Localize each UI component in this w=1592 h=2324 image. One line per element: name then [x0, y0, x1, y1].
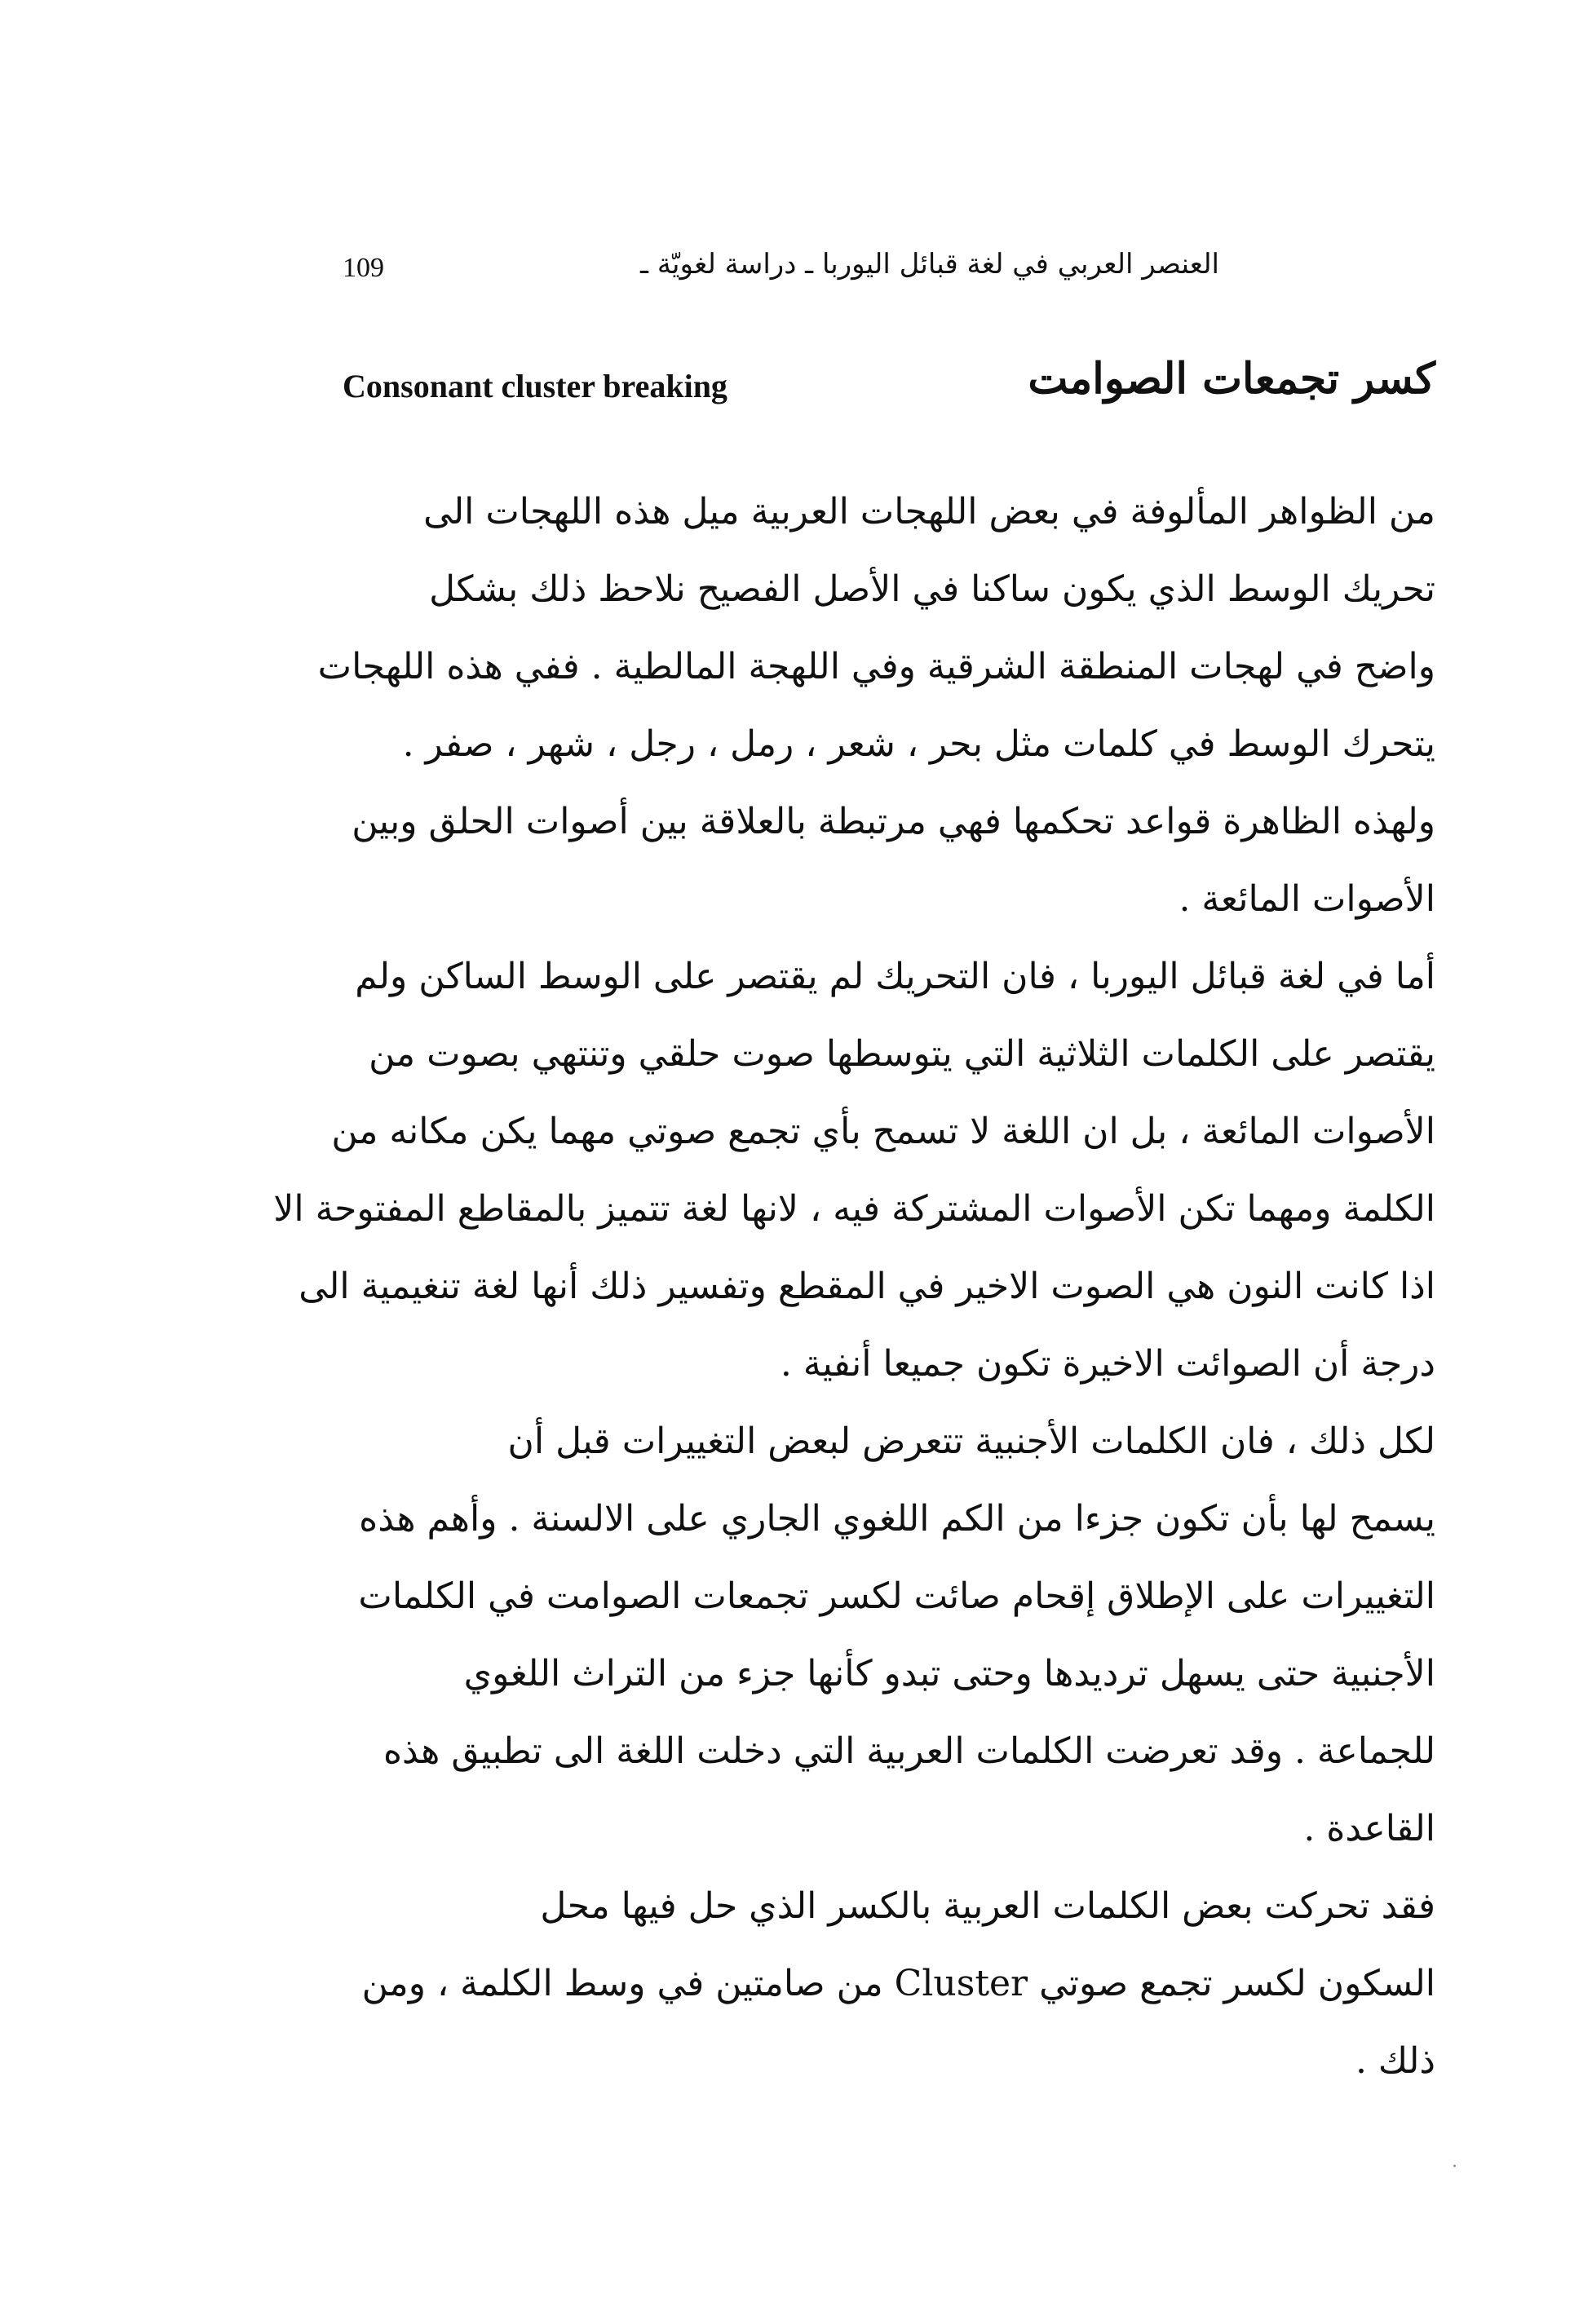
paragraph-line: الأصوات المائعة ، بل ان اللغة لا تسمح بأي تجمع صوتي مهما يكن مكانه من	[331, 1111, 1435, 1152]
paragraph-line: تحريك الوسط الذي يكون ساكنا في الأصل الفصيح نلاحظ ذلك بشكل	[429, 568, 1435, 610]
paragraph-line: من الظواهر المألوفة في بعض اللهجات العربية ميل هذه اللهجات الى	[423, 491, 1435, 532]
paragraph-line: واضح في لهجات المنطقة الشرقية وفي اللهجة المالطية . ففي هذه اللهجات	[317, 646, 1435, 687]
paragraph-1	[317, 473, 1435, 938]
paragraph-line: يتحرك الوسط في كلمات مثل بحر ، شعر ، رمل ، رجل ، شهر ، صفر .	[402, 723, 1435, 765]
paragraph-line: اذا كانت النون هي الصوت الاخير في المقطع وتفسير ذلك أنها لغة تنغيمية الى	[298, 1266, 1435, 1307]
paragraph-line: الكلمة ومهما تكن الأصوات المشتركة فيه ، لانها لغة تتميز بالمقاطع المفتوحة الا	[273, 1188, 1435, 1230]
paragraph-3	[351, 1403, 1435, 1867]
paragraph-line: التغييرات على الإطلاق إقحام صائت لكسر تجمعات الصوامت في الكلمات	[358, 1575, 1435, 1617]
running-header	[343, 245, 1219, 302]
paragraph-line: القاعدة .	[1303, 1808, 1435, 1849]
paragraph-line: الأجنبية حتى يسهل ترديدها وحتى تبدو كأنها جزء من التراث اللغوي	[463, 1653, 1435, 1694]
paragraph-line: السكون لكسر تجمع صوتي Cluster من صامتين في وسط الكلمة ، ومن	[361, 1963, 1435, 2004]
paragraph-line: فقد تحركت بعض الكلمات العربية بالكسر الذي حل فيها محل	[540, 1885, 1435, 1927]
paragraph-2	[273, 938, 1435, 1403]
paragraph-line: الأصوات المائعة .	[1179, 878, 1435, 920]
paragraph-line: ولهذه الظاهرة قواعد تحكمها فهي مرتبطة بالعلاقة بين أصوات الحلق وبين	[352, 801, 1435, 842]
paragraph-line: لكل ذلك ، فان الكلمات الأجنبية تتعرض لبعض التغييرات قبل أن	[507, 1420, 1435, 1462]
paragraph-line: للجماعة . وقد تعرضت الكلمات العربية التي دخلت اللغة الى تطبيق هذه	[383, 1730, 1435, 1772]
paragraph-line: أما في لغة قبائل اليوربا ، فان التحريك لم يقتصر على الوسط الساكن ولم	[355, 956, 1435, 997]
running-title: العنصر العربي في لغة قبائل اليوربا ـ دراسة لغويّة ـ	[640, 248, 1219, 281]
page-number: 109	[343, 253, 384, 283]
scan-speck: ·	[1452, 2157, 1457, 2177]
paragraph-line: ذلك .	[1355, 2040, 1435, 2082]
paragraph-4	[351, 1867, 1435, 2100]
paragraph-line: يسمح لها بأن تكون جزءا من الكم اللغوي الجاري على الالسنة . وأهم هذه	[359, 1498, 1435, 1540]
section-heading	[343, 351, 1435, 416]
section-title-english: Consonant cluster breaking	[343, 368, 727, 404]
paragraph-line: درجة أن الصوائت الاخيرة تكون جميعا أنفية .	[780, 1343, 1435, 1385]
section-title-arabic: كسر تجمعات الصوامت	[1028, 354, 1435, 404]
paragraph-line: يقتصر على الكلمات الثلاثية التي يتوسطها صوت حلقي وتنتهي بصوت من	[369, 1033, 1435, 1075]
